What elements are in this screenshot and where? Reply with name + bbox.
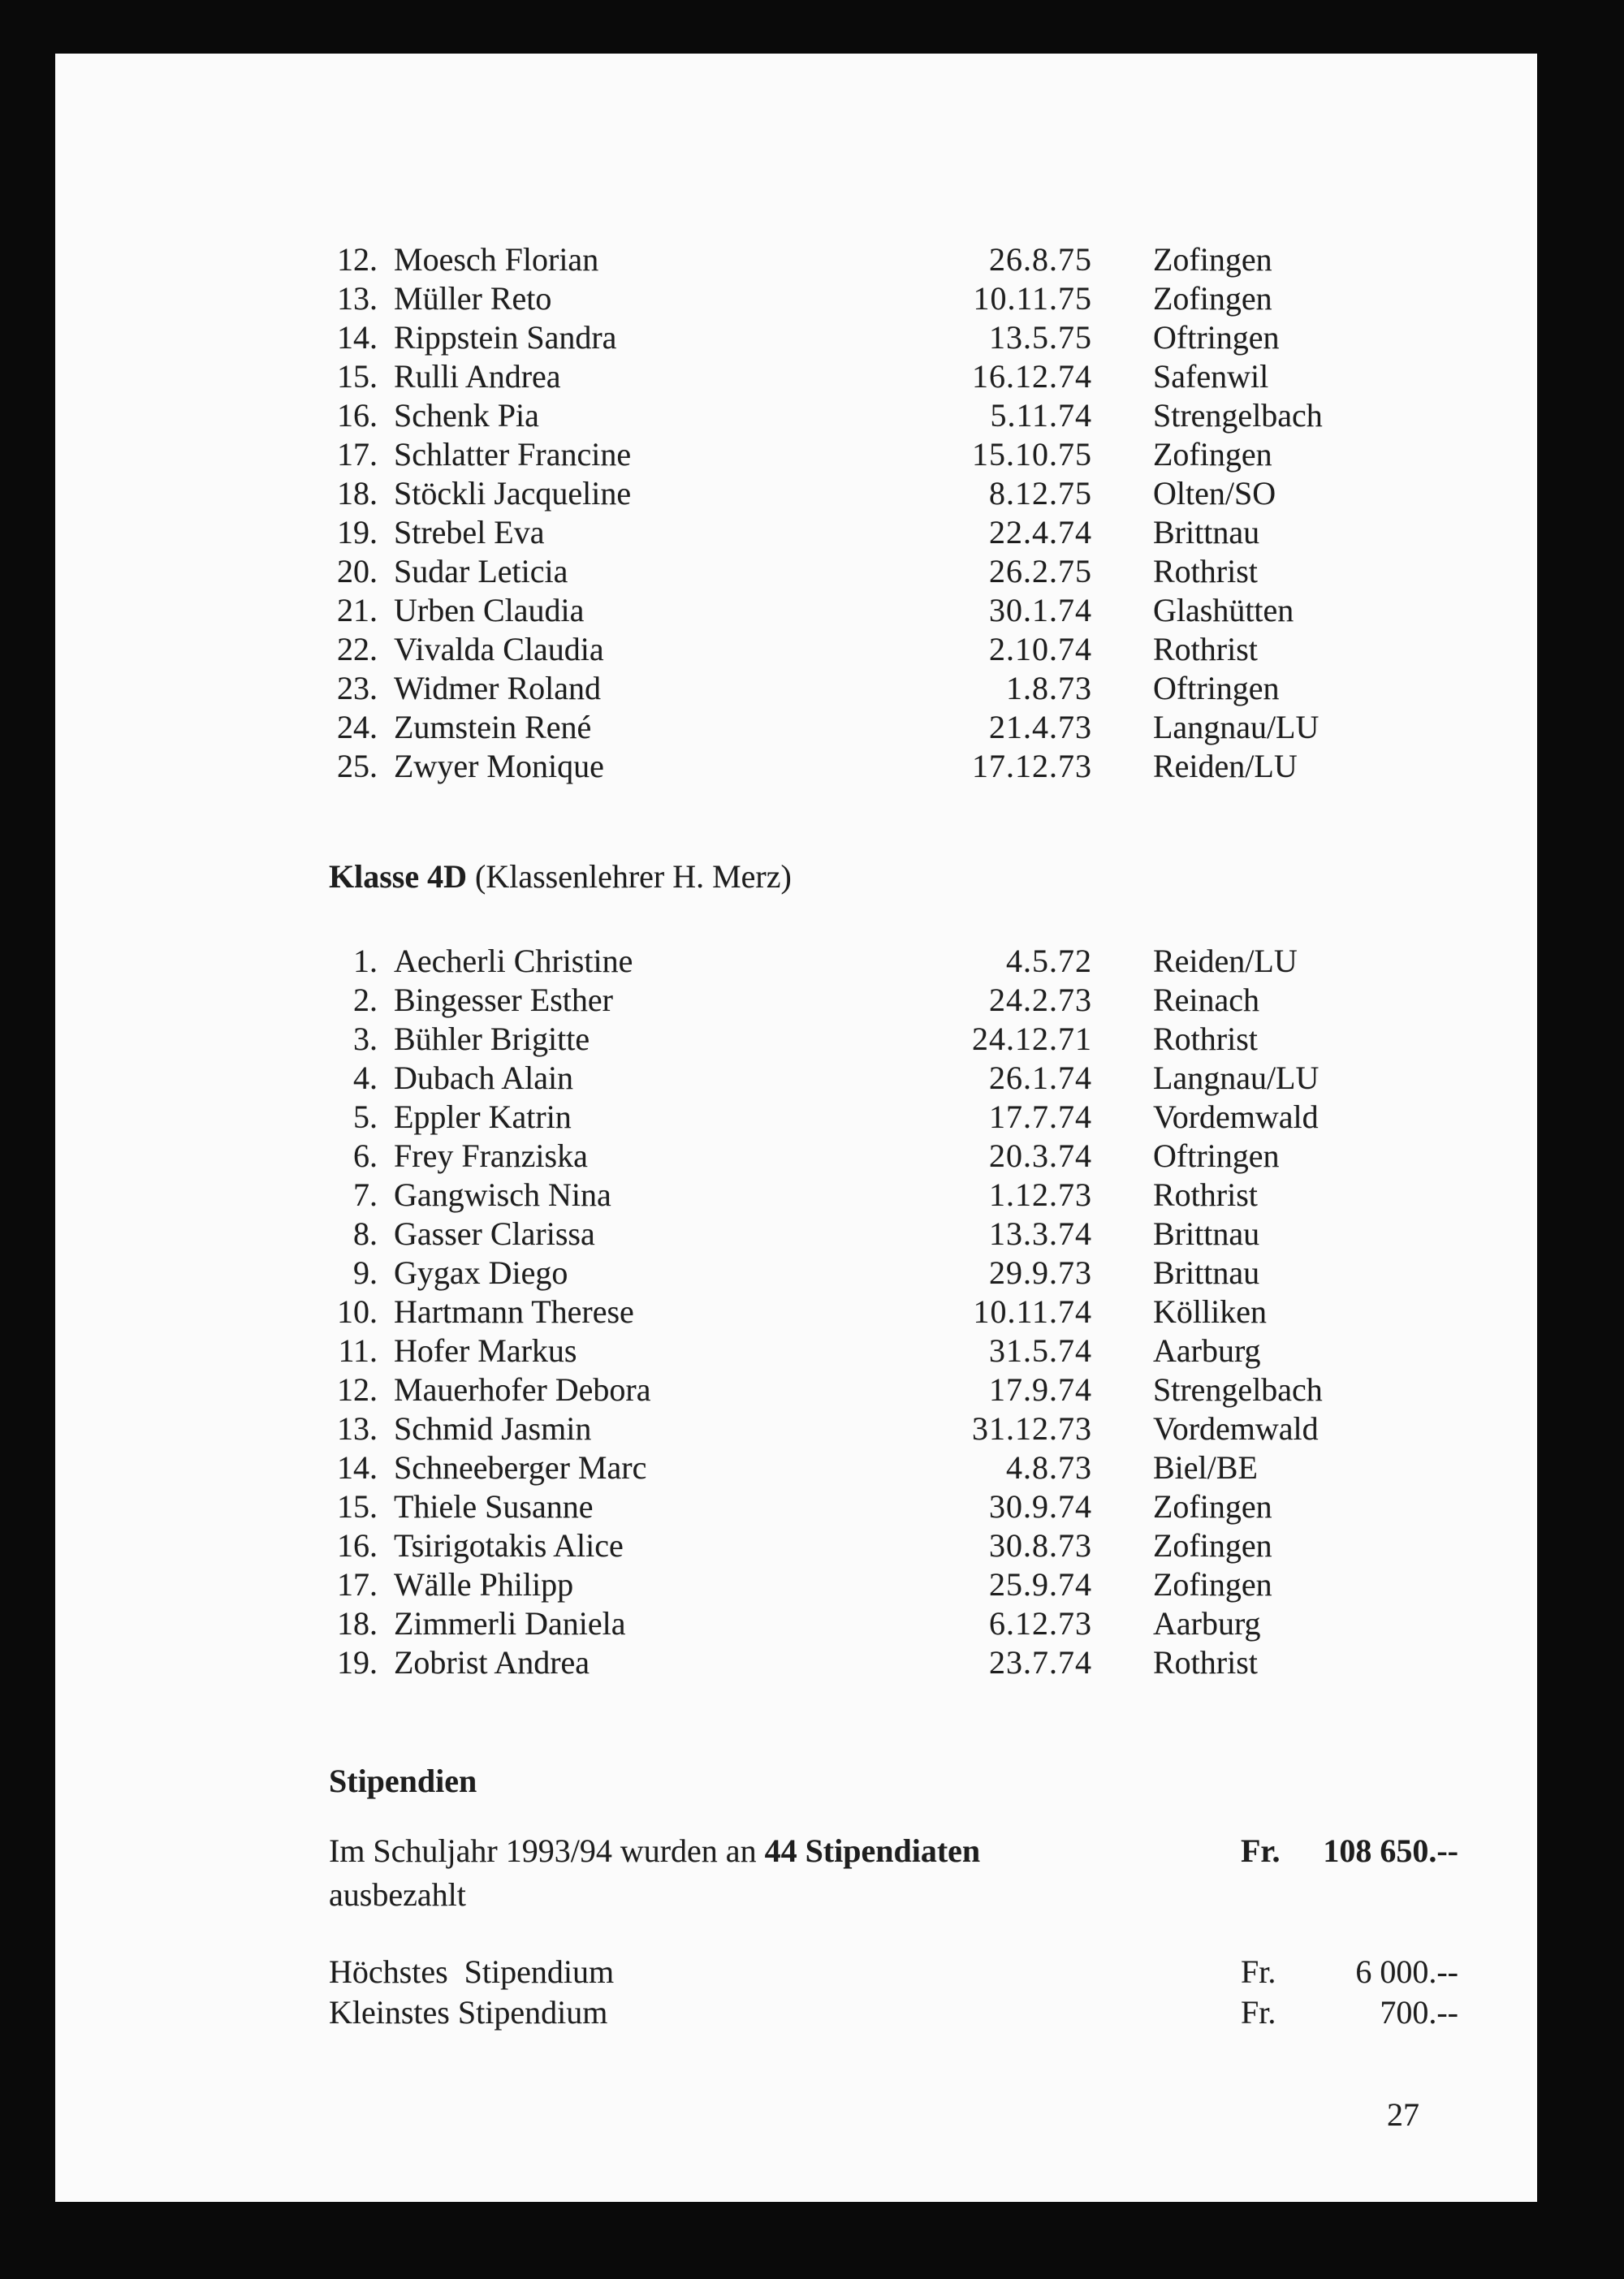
student-birthdate: 24.2.73 [989,982,1092,1018]
student-row [329,435,1323,474]
student-birthdate: 31.12.73 [972,1410,1092,1447]
student-birthdate: 26.8.75 [989,241,1092,278]
student-number: 6. [353,1137,378,1174]
student-name: Mauerhofer Debora [394,1371,651,1408]
student-row [329,1409,1323,1448]
student-hometown: Kölliken [1153,1293,1267,1330]
total-amount: 108 650.-- [1323,1832,1458,1869]
student-hometown: Glashütten [1153,592,1294,628]
student-name: Dubach Alain [394,1060,574,1096]
student-row [329,240,1323,279]
student-birthdate: 26.2.75 [989,553,1092,589]
student-name: Schneeberger Marc [394,1449,647,1486]
stipendien-paragraph [329,1829,1458,1917]
student-number: 10. [337,1293,378,1330]
student-hometown: Oftringen [1153,1137,1280,1174]
student-name: Eppler Katrin [394,1098,572,1135]
class-4d-title: Klasse 4D [329,858,467,895]
student-name: Gygax Diego [394,1254,568,1291]
student-hometown: Aarburg [1153,1605,1261,1642]
student-hometown: Rothrist [1153,1176,1258,1213]
student-number: 13. [337,1410,378,1447]
page-number: 27 [1387,2096,1419,2133]
student-name: Thiele Susanne [394,1488,594,1525]
student-name: Frey Franziska [394,1137,588,1174]
student-hometown: Olten/SO [1153,475,1276,511]
stipendium-row [329,1952,1458,1992]
student-name: Wälle Philipp [394,1566,574,1603]
student-row [329,1254,1323,1293]
student-birthdate: 26.1.74 [989,1060,1092,1096]
student-birthdate: 10.11.74 [973,1293,1092,1330]
student-birthdate: 23.7.74 [989,1644,1092,1681]
student-hometown: Zofingen [1153,1488,1272,1525]
student-row [329,1020,1323,1059]
student-birthdate: 4.8.73 [1006,1449,1092,1486]
student-hometown: Rothrist [1153,631,1258,667]
student-row [329,708,1323,747]
student-name: Bingesser Esther [394,982,613,1018]
currency-label: Fr. [1241,1832,1281,1869]
student-number: 17. [337,1566,378,1603]
student-hometown: Brittnau [1153,514,1260,550]
stipendium-label: Kleinstes Stipendium [329,1994,608,2031]
student-birthdate: 2.10.74 [989,631,1092,667]
student-number: 25. [337,748,378,784]
stipendium-amount-box [1241,1952,1458,1992]
student-birthdate: 1.8.73 [1006,670,1092,706]
student-hometown: Reinach [1153,982,1260,1018]
student-name: Stöckli Jacqueline [394,475,632,511]
student-row [329,1487,1323,1526]
student-row [329,474,1323,513]
student-hometown: Aarburg [1153,1332,1261,1369]
student-birthdate: 31.5.74 [989,1332,1092,1369]
stipendium-amount: 700.-- [1380,1994,1458,2031]
student-row [329,1565,1323,1604]
student-name: Zwyer Monique [394,748,604,784]
student-number: 21. [337,592,378,628]
stipendien-line1-text: Im Schuljahr 1993/94 wurden an [329,1832,765,1869]
student-number: 24. [337,709,378,745]
student-name: Tsirigotakis Alice [394,1527,624,1564]
student-name: Aecherli Christine [394,943,633,979]
student-hometown: Rothrist [1153,1644,1258,1681]
student-name: Hartmann Therese [394,1293,634,1330]
student-number: 18. [337,1605,378,1642]
student-birthdate: 15.10.75 [972,436,1092,473]
student-row [329,1215,1323,1254]
student-birthdate: 30.1.74 [989,592,1092,628]
student-hometown: Reiden/LU [1153,943,1298,979]
student-hometown: Zofingen [1153,241,1272,278]
student-hometown: Strengelbach [1153,397,1323,434]
student-birthdate: 25.9.74 [989,1566,1092,1603]
student-row [329,630,1323,669]
student-row [329,1332,1323,1370]
student-birthdate: 22.4.74 [989,514,1092,550]
student-hometown: Brittnau [1153,1215,1260,1252]
student-hometown: Reiden/LU [1153,748,1298,784]
student-number: 16. [337,397,378,434]
currency-label: Fr. [1241,1953,1276,1990]
student-row [329,1137,1323,1176]
student-birthdate: 13.5.75 [989,319,1092,356]
student-birthdate: 17.9.74 [989,1371,1092,1408]
student-row [329,1370,1323,1409]
stipendium-amount: 6 000.-- [1355,1953,1458,1990]
student-name: Strebel Eva [394,514,545,550]
document-page [55,54,1537,2202]
student-birthdate: 30.8.73 [989,1527,1092,1564]
class-4d-teacher: (Klassenlehrer H. Merz) [467,858,792,895]
student-row [329,1643,1323,1682]
student-name: Rippstein Sandra [394,319,617,356]
student-hometown: Oftringen [1153,670,1280,706]
student-birthdate: 17.7.74 [989,1098,1092,1135]
student-number: 12. [337,241,378,278]
student-name: Rulli Andrea [394,358,561,395]
student-name: Bühler Brigitte [394,1021,590,1057]
student-birthdate: 24.12.71 [972,1021,1092,1057]
student-row [329,1098,1323,1137]
student-row [329,1526,1323,1565]
student-name: Schlatter Francine [394,436,632,473]
stipendien-line2: ausbezahlt [329,1876,466,1913]
student-row [329,396,1323,435]
student-name: Zumstein René [394,709,592,745]
student-name: Widmer Roland [394,670,601,706]
student-number: 11. [338,1332,378,1369]
student-hometown: Biel/BE [1153,1449,1258,1486]
student-hometown: Safenwil [1153,358,1269,395]
student-number: 23. [337,670,378,706]
stipendien-items [329,1952,1458,2033]
student-row [329,513,1323,552]
student-hometown: Zofingen [1153,1527,1272,1564]
student-row [329,591,1323,630]
student-hometown: Oftringen [1153,319,1280,356]
student-name: Zimmerli Daniela [394,1605,626,1642]
stipendium-label: Höchstes Stipendium [329,1953,615,1990]
student-hometown: Langnau/LU [1153,709,1320,745]
student-number: 22. [337,631,378,667]
student-row [329,318,1323,357]
student-number: 15. [337,1488,378,1525]
stipendien-count: 44 Stipendiaten [764,1832,981,1869]
student-row [329,1059,1323,1098]
student-number: 1. [353,943,378,979]
student-birthdate: 21.4.73 [989,709,1092,745]
class-4d-list [329,942,1323,1682]
student-name: Vivalda Claudia [394,631,604,667]
student-name: Gangwisch Nina [394,1176,611,1213]
stipendien-total [1241,1829,1458,1873]
student-hometown: Strengelbach [1153,1371,1323,1408]
student-number: 15. [337,358,378,395]
student-number: 19. [337,514,378,550]
student-name: Müller Reto [394,280,552,317]
student-birthdate: 13.3.74 [989,1215,1092,1252]
student-hometown: Brittnau [1153,1254,1260,1291]
student-name: Urben Claudia [394,592,585,628]
student-number: 8. [353,1215,378,1252]
student-number: 5. [353,1098,378,1135]
student-number: 16. [337,1527,378,1564]
student-row [329,1604,1323,1643]
student-birthdate: 16.12.74 [972,358,1092,395]
student-name: Schenk Pia [394,397,539,434]
student-birthdate: 30.9.74 [989,1488,1092,1525]
student-row [329,942,1323,981]
student-number: 18. [337,475,378,511]
student-row [329,1293,1323,1332]
student-birthdate: 29.9.73 [989,1254,1092,1291]
student-birthdate: 20.3.74 [989,1137,1092,1174]
student-number: 12. [337,1371,378,1408]
student-number: 14. [337,319,378,356]
student-hometown: Zofingen [1153,436,1272,473]
student-name: Sudar Leticia [394,553,568,589]
student-row [329,552,1323,591]
student-birthdate: 5.11.74 [990,397,1092,434]
student-birthdate: 6.12.73 [989,1605,1092,1642]
currency-label: Fr. [1241,1994,1276,2031]
student-row [329,1448,1323,1487]
stipendien-heading: Stipendien [329,1763,477,1799]
student-name: Moesch Florian [394,241,599,278]
student-number: 20. [337,553,378,589]
class-list-continued [329,240,1323,786]
student-birthdate: 10.11.75 [973,280,1092,317]
student-birthdate: 17.12.73 [972,748,1092,784]
stipendium-row [329,1992,1458,2033]
student-number: 7. [353,1176,378,1213]
student-row [329,279,1323,318]
student-number: 14. [337,1449,378,1486]
student-name: Gasser Clarissa [394,1215,595,1252]
student-row [329,669,1323,708]
student-row [329,747,1323,786]
student-row [329,1176,1323,1215]
student-birthdate: 1.12.73 [989,1176,1092,1213]
student-number: 19. [337,1644,378,1681]
student-hometown: Langnau/LU [1153,1060,1320,1096]
student-hometown: Rothrist [1153,553,1258,589]
student-name: Hofer Markus [394,1332,577,1369]
student-row [329,357,1323,396]
student-birthdate: 4.5.72 [1006,943,1092,979]
student-number: 13. [337,280,378,317]
stipendium-amount-box [1241,1992,1458,2033]
student-hometown: Zofingen [1153,1566,1272,1603]
student-hometown: Vordemwald [1153,1410,1319,1447]
student-hometown: Vordemwald [1153,1098,1319,1135]
student-name: Zobrist Andrea [394,1644,590,1681]
student-number: 4. [353,1060,378,1096]
student-name: Schmid Jasmin [394,1410,592,1447]
student-birthdate: 8.12.75 [989,475,1092,511]
student-number: 17. [337,436,378,473]
student-number: 2. [353,982,378,1018]
student-hometown: Zofingen [1153,280,1272,317]
student-number: 3. [353,1021,378,1057]
student-number: 9. [353,1254,378,1291]
student-hometown: Rothrist [1153,1021,1258,1057]
class-4d-heading [329,857,792,896]
student-row [329,981,1323,1020]
